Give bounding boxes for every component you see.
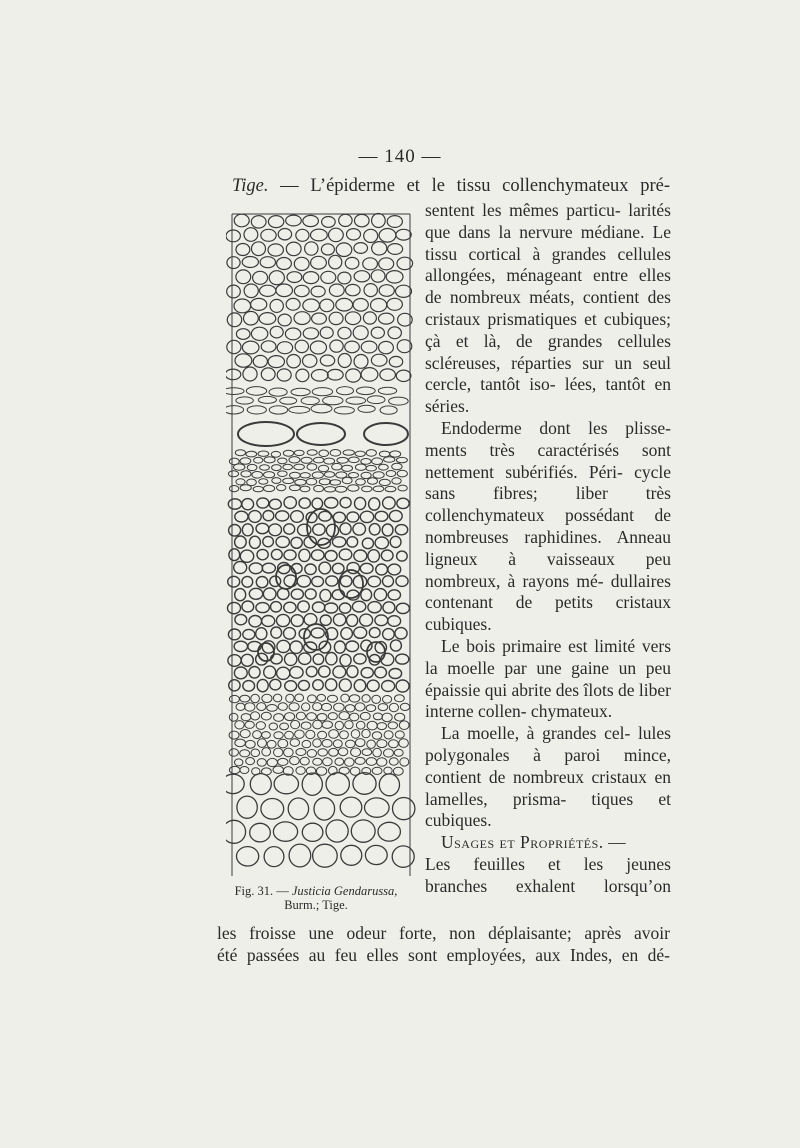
stem-cross-section-illustration	[226, 212, 416, 878]
full-width-line-1: les froisse une odeur forte, non déplaisante; après avoir	[217, 923, 670, 943]
section-line-2: branches exhalent lorsqu’on	[425, 875, 671, 896]
caption-species: Justicia Gendarussa,	[291, 884, 398, 898]
paragraph-pith: La moelle, à grandes cel- lules polygonales à paroi mince, contient de nombreux cristaux en lamelles, prisma- tiques et cubiques.	[425, 723, 671, 831]
cell-drawing	[226, 212, 416, 878]
paragraph-lead-line	[232, 176, 670, 197]
lead-text: — L’épiderme et le tissu collenchymateux pré-	[268, 176, 670, 196]
full-width-text	[217, 923, 670, 967]
text-column	[425, 200, 671, 898]
caption-prefix: Fig. 31. —	[234, 884, 292, 898]
section-line-1: Les feuilles et les jeunes	[425, 853, 671, 874]
page-number: — 140 —	[358, 146, 442, 167]
paragraph-primary-wood: Le bois primaire est limité vers la moelle par une gaine un peu épaissie qui abrite des îlots de liber interne collen- chymateux.	[425, 635, 671, 722]
section-dash: —	[603, 832, 626, 853]
paragraph-cortex: sentent les mêmes particu- larités que dans la nervure médiane. Le tissu cortical à grandes cellules allongées, ménageant entre elles de nombreux méats, contient des cristaux prismatiques et cubiques; çà et là, de grandes cellules scléreuses, réparties sur un seul cercle, tantôt iso- lées, tantôt en séries.	[425, 200, 671, 417]
heading-label: Tige.	[232, 176, 269, 196]
section-heading: Usages et Propriétés.	[441, 832, 604, 853]
paragraph-endoderm: Endoderme dont les plisse- ments très caractérisés sont nettement subérifiés. Péri- cycle sans fibres; liber très collenchymateux possédant de nombreuses raphidines. Anneau ligneux à vaisseaux peu nombreux, à rayons mé- dullaires contenant de petits cristaux cubiques.	[425, 417, 671, 635]
figure-caption	[216, 884, 416, 912]
section-heading-line	[425, 832, 671, 854]
caption-rest: Burm.; Tige.	[284, 898, 348, 912]
full-width-line-2: été passées au feu elles sont employées, aux Indes, en dé-	[217, 944, 670, 965]
